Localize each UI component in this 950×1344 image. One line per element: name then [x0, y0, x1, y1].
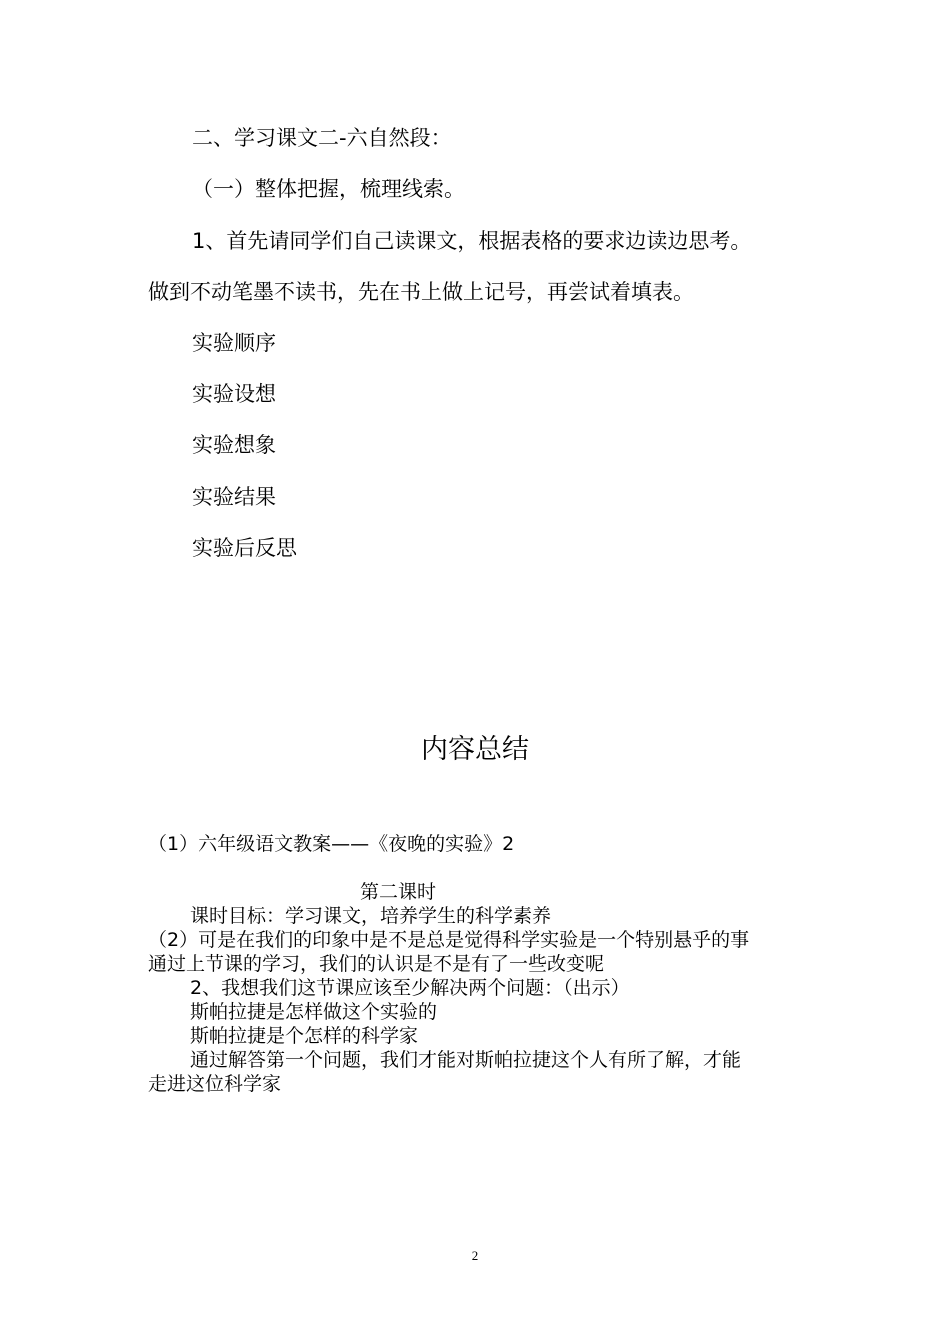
section-heading: 二、学习课文二-六自然段：	[192, 126, 452, 150]
list-item: 实验顺序	[192, 331, 276, 355]
list-item: 实验后反思	[192, 536, 297, 560]
summary-line: 通过解答第一个问题，我们才能对斯帕拉捷这个人有所了解，才能	[190, 1049, 742, 1071]
paragraph-line: 1、首先请同学们自己读课文，根据表格的要求边读边思考。	[192, 229, 752, 253]
summary-line: 课时目标：学习课文，培养学生的科学素养	[190, 905, 552, 927]
list-item: 实验设想	[192, 382, 276, 406]
summary-line: 斯帕拉捷是个怎样的科学家	[190, 1025, 419, 1047]
page-number: 2	[471, 1248, 479, 1263]
list-item: 实验想象	[192, 433, 276, 457]
summary-title: 内容总结	[421, 734, 529, 765]
list-item: 实验结果	[192, 485, 276, 509]
summary-line: 斯帕拉捷是怎样做这个实验的	[190, 1001, 438, 1023]
summary-line: 通过上节课的学习，我们的认识是不是有了一些改变呢	[148, 953, 605, 975]
paragraph-line: 做到不动笔墨不读书，先在书上做上记号，再尝试着填表。	[148, 280, 694, 304]
summary-line: 走进这位科学家	[148, 1073, 282, 1095]
summary-line: （2）可是在我们的印象中是不是总是觉得科学实验是一个特别悬乎的事	[148, 929, 750, 951]
summary-line: 第二课时	[360, 881, 437, 903]
section-subheading: （一）整体把握，梳理线索。	[192, 177, 465, 201]
summary-line: （1）六年级语文教案——《夜晚的实验》2	[148, 833, 515, 855]
summary-line: 2、我想我们这节课应该至少解决两个问题：（出示）	[190, 977, 630, 999]
